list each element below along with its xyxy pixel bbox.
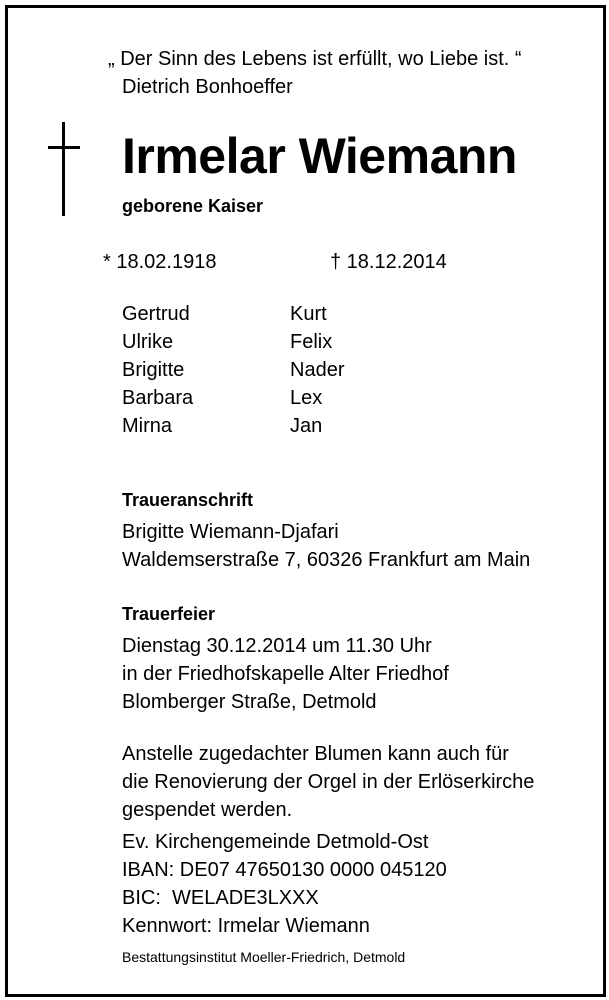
ceremony-line: Blomberger Straße, Detmold	[122, 691, 377, 713]
cross-icon	[48, 122, 80, 216]
address-line: Waldemserstraße 7, 60326 Frankfurt am Main	[122, 549, 531, 571]
mourner-name: Jan	[290, 415, 323, 437]
ceremony-line: Dienstag 30.12.2014 um 11.30 Uhr	[122, 635, 432, 657]
ceremony-line: in der Friedhofskapelle Alter Friedhof	[122, 663, 449, 685]
ceremony-title: Trauerfeier	[122, 604, 216, 624]
quote-author: Dietrich Bonhoeffer	[122, 76, 293, 98]
deceased-name: Irmelar Wiemann	[122, 128, 517, 184]
donation-line: Anstelle zugedachter Blumen kann auch für	[122, 743, 509, 765]
donation-text	[122, 740, 534, 824]
bank-line: Ev. Kirchengemeinde Detmold-Ost	[122, 831, 429, 853]
mourner-name: Mirna	[122, 415, 173, 437]
mourner-name: Felix	[290, 331, 333, 353]
mourner-name: Gertrud	[122, 303, 190, 325]
donation-line: die Renovierung der Orgel in der Erlöserkirche	[122, 771, 535, 793]
ceremony-block	[122, 632, 449, 716]
mourner-name: Brigitte	[122, 359, 185, 381]
bank-line: Kennwort: Irmelar Wiemann	[122, 915, 370, 937]
address-line: Brigitte Wiemann-Djafari	[122, 521, 339, 543]
mourner-name: Kurt	[290, 303, 327, 325]
bank-line: IBAN: DE07 47650130 0000 045120	[122, 859, 447, 881]
address-block	[122, 518, 530, 574]
address-title: Traueranschrift	[122, 490, 254, 510]
donation-line: gespendet werden.	[122, 799, 293, 821]
mourner-name: Ulrike	[122, 331, 174, 353]
birth-date: * 18.02.1918	[103, 251, 217, 273]
quote-text: „ Der Sinn des Lebens ist erfüllt, wo Liebe ist. “	[108, 48, 522, 70]
death-date: † 18.12.2014	[330, 251, 447, 273]
bank-line: BIC: WELADE3LXXX	[122, 887, 319, 909]
mourner-name: Barbara	[122, 387, 194, 409]
mourner-name: Lex	[290, 387, 323, 409]
mourners-left-column	[122, 300, 193, 440]
mourners-right-column	[290, 300, 344, 440]
funeral-home-footer: Bestattungsinstitut Moeller-Friedrich, Detmold	[122, 949, 406, 965]
bank-details	[122, 828, 447, 940]
mourner-name: Nader	[290, 359, 345, 381]
maiden-name: geborene Kaiser	[122, 196, 264, 216]
